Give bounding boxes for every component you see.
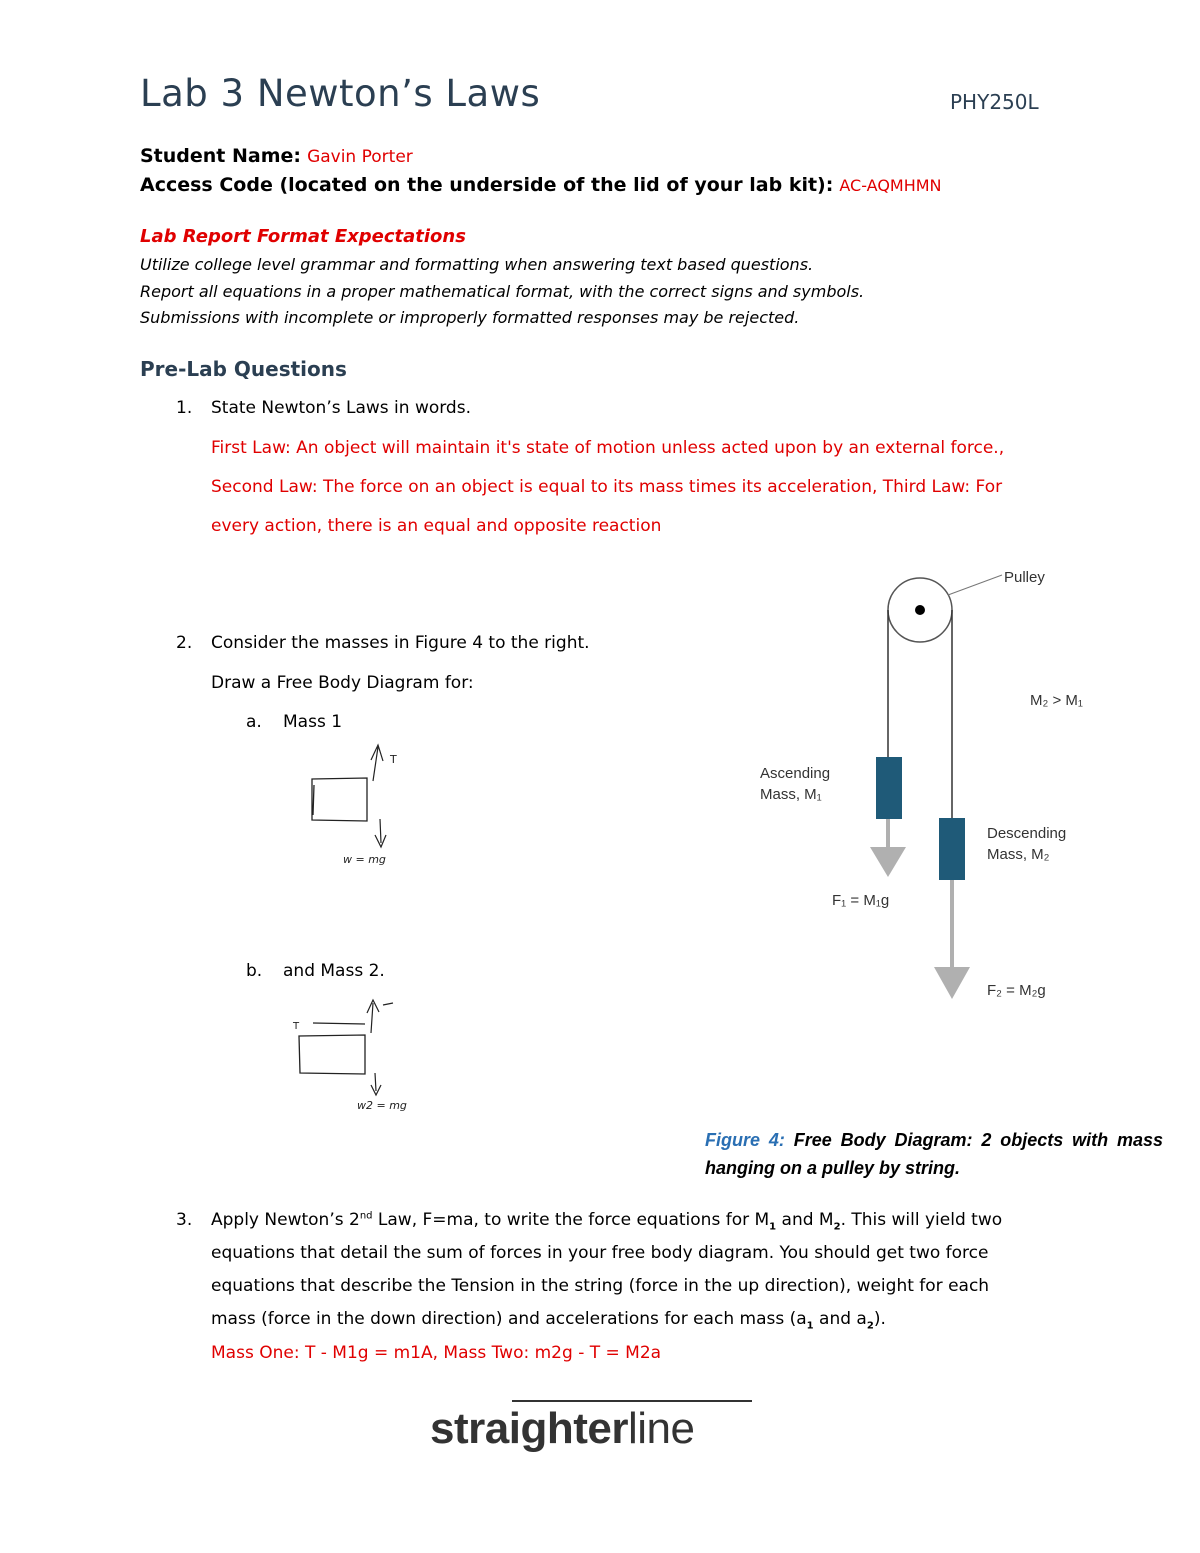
q3-subscript: 1 [806,1320,814,1332]
logo-text-bold: straighter [430,1404,628,1453]
figure-caption-text: Free Body Diagram: 2 objects with mass hanging on a pulley by string. [705,1130,1163,1178]
format-line: Submissions with incomplete or improperly formatted responses may be rejected. [140,308,800,327]
student-name-label: Student Name: [140,145,302,167]
mass-relation-label: M₂ > M₁ [1030,692,1083,709]
descending-label: Descending [987,825,1067,842]
q3-text-part: and a [813,1309,867,1329]
pulley-axle [915,605,925,615]
access-code-label: Access Code (located on the underside of the lid of your lab kit): [140,174,834,196]
answer-1-line: Second Law: The force on an object is equal to its mass times its acceleration, Third Law: For [211,477,1003,497]
answer-3: Mass One: T - M1g = m1A, Mass Two: m2g - T = M2a [211,1343,662,1363]
question-2b-text: and Mass 2. [283,961,385,981]
straighterline-logo [430,1400,760,1460]
q3-text-part: Law, F=ma, to write the force equations for M [372,1210,770,1230]
handwritten-fbd-mass-2 [285,995,445,1125]
logo-text-light: line [627,1404,695,1453]
question-2-subtext: Draw a Free Body Diagram for: [211,673,474,693]
ascending-mass-block [876,757,902,819]
m1-tension-label: T [390,753,397,766]
q3-subscript: 2 [833,1221,841,1233]
question-3-line-1 [211,1210,1002,1232]
question-3-line-3: equations that describe the Tension in the string (force in the up direction), weight for each [211,1276,990,1296]
prelab-heading: Pre-Lab Questions [140,357,347,381]
m2-weight-label: w2 = mg [357,1099,407,1112]
pulley-label: Pulley [1004,569,1045,586]
student-name-value: Gavin Porter [307,147,413,167]
question-1-text: State Newton’s Laws in words. [211,398,471,418]
q3-subscript: 1 [769,1221,777,1233]
pulley-figure [740,555,1140,1015]
question-2a-label: a. [246,712,262,732]
course-code: PHY250L [950,90,1039,114]
q3-subscript: 2 [866,1320,874,1332]
force-arrow-2-head [934,967,970,999]
figure-caption-label: Figure 4: [705,1130,785,1150]
f2-label: F₂ = M₂g [987,982,1046,999]
descending-mass-block [939,818,965,880]
m1-weight-label: w = mg [343,853,386,866]
answer-1-line: First Law: An object will maintain it's state of motion unless acted upon by an external force., [211,438,1005,458]
q3-text-part: . This will yield two [840,1210,1003,1230]
ascending-mass-label: Mass, M₁ [760,786,822,803]
descending-mass-label: Mass, M₂ [987,846,1050,863]
format-expectations-title: Lab Report Format Expectations [140,226,466,247]
student-name-row [140,145,413,167]
question-3-line-4 [211,1309,886,1331]
q3-text-part: Apply Newton’s 2 [211,1210,360,1230]
m2-tension-label: T [293,1021,300,1032]
question-3-number: 3. [176,1210,193,1230]
q3-superscript: nd [359,1210,373,1222]
question-2-text: Consider the masses in Figure 4 to the right. [211,633,590,653]
question-2a-text: Mass 1 [283,712,343,732]
ascending-label: Ascending [760,765,831,782]
handwritten-fbd-mass-1 [295,735,425,875]
answer-1-line: every action, there is an equal and opposite reaction [211,516,662,536]
f1-label: F₁ = M₁g [832,892,890,909]
q3-text-part: ). [873,1309,886,1329]
q3-text-part: mass (force in the down direction) and accelerations for each mass (a [211,1309,807,1329]
page-title: Lab 3 Newton’s Laws [140,72,541,115]
question-3-line-2: equations that detail the sum of forces in your free body diagram. You should get two force [211,1243,989,1263]
access-code-row [140,174,942,196]
question-2-number: 2. [176,633,193,653]
figure-caption [705,1126,1163,1182]
q3-text-part: and M [776,1210,834,1230]
question-2b-label: b. [246,961,263,981]
question-1-number: 1. [176,398,193,418]
force-arrow-1-head [870,847,906,877]
access-code-value: AC-AQMHMN [839,176,942,195]
format-line: Report all equations in a proper mathematical format, with the correct signs and symbols. [140,282,865,301]
format-line: Utilize college level grammar and formatting when answering text based questions. [140,255,814,274]
